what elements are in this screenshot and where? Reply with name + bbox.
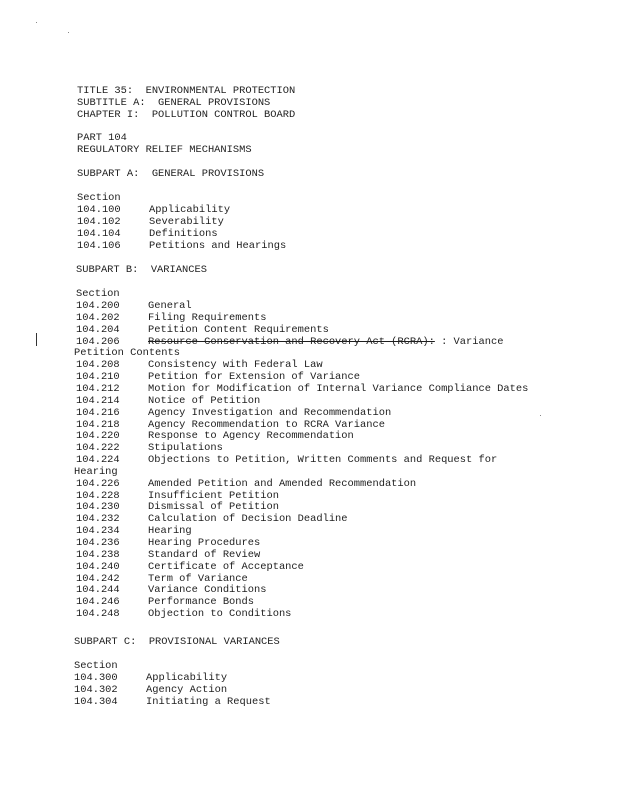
- section-number: 104.230: [76, 501, 120, 514]
- scan-speck: [36, 22, 37, 23]
- section-number: 104.218: [76, 418, 120, 431]
- section-title: Certificate of Acceptance: [148, 560, 304, 573]
- section-title: Hearing: [148, 525, 192, 538]
- section-title: Insufficient Petition: [148, 489, 279, 502]
- section-number: 104.100: [77, 204, 121, 216]
- section-number: 104.232: [76, 513, 120, 526]
- subpart-heading: SUBPART B: VARIANCES: [76, 264, 207, 276]
- section-number: 104.304: [74, 695, 118, 708]
- section-number: 104.238: [76, 548, 120, 561]
- section-title: Agency Action: [146, 683, 228, 696]
- section-title: Motion for Modification of Internal Variance Compliance Dates: [148, 382, 529, 395]
- section-number: 104.236: [76, 537, 120, 549]
- section-title: Variance Conditions: [148, 584, 267, 597]
- section-number: 104.224: [76, 454, 120, 467]
- section-number: 104.202: [76, 311, 120, 324]
- section-number: 104.210: [76, 371, 120, 384]
- section-number: 104.106: [77, 239, 121, 252]
- section-title: Stipulations: [148, 442, 223, 455]
- section-title: Term of Variance: [148, 572, 248, 585]
- section-title: Dismissal of Petition: [148, 501, 279, 514]
- section-title: Standard of Review: [148, 548, 261, 561]
- section-number: 104.102: [77, 215, 121, 228]
- section-title: Consistency with Federal Law: [148, 359, 323, 372]
- section-title: [148, 337, 503, 349]
- scan-speck: [540, 415, 541, 416]
- section-title: Amended Petition and Amended Recommendation: [148, 477, 417, 490]
- section-number: 104.212: [76, 382, 120, 395]
- scan-speck: [68, 32, 69, 33]
- section-number: 104.216: [76, 406, 120, 419]
- section-number: 104.240: [76, 560, 120, 573]
- section-title: Severability: [149, 215, 224, 228]
- section-number: 104.234: [76, 525, 120, 538]
- section-title-continuation: Petition Contents: [74, 347, 181, 360]
- section-number: 104.214: [76, 394, 120, 407]
- section-title: Definitions: [149, 227, 218, 240]
- subpart-heading: SUBPART A: GENERAL PROVISIONS: [77, 168, 265, 180]
- section-title: Filing Requirements: [148, 311, 267, 324]
- section-title-continuation: Hearing: [74, 465, 118, 478]
- section-title: Notice of Petition: [148, 394, 261, 407]
- section-number: 104.226: [76, 477, 120, 490]
- section-number: 104.246: [76, 596, 120, 609]
- section-title: Agency Investigation and Recommendation: [148, 406, 392, 419]
- chapter-line: CHAPTER I: POLLUTION CONTROL BOARD: [77, 109, 296, 121]
- section-title: Performance Bonds: [148, 596, 255, 609]
- section-title: Agency Recommendation to RCRA Variance: [148, 418, 385, 431]
- section-title: Objections to Petition, Written Comments and Request for: [148, 454, 498, 467]
- title-line: TITLE 35: ENVIRONMENTAL PROTECTION: [77, 85, 296, 97]
- section-title: Objection to Conditions: [148, 608, 292, 621]
- section-title: Initiating a Request: [146, 695, 271, 708]
- section-title: Hearing Procedures: [148, 537, 261, 549]
- section-title: Petition for Extension of Variance: [148, 371, 361, 384]
- section-title: Applicability: [146, 672, 228, 684]
- subpart-heading: SUBPART C: PROVISIONAL VARIANCES: [74, 636, 280, 648]
- section-number: 104.248: [76, 608, 120, 621]
- section-title: General: [148, 300, 192, 312]
- part-number: PART 104: [77, 132, 127, 144]
- section-number: 104.300: [74, 672, 118, 684]
- section-title-tail: : Variance: [434, 335, 504, 348]
- section-number: 104.104: [77, 227, 121, 240]
- section-number: 104.200: [76, 300, 120, 312]
- section-title: Response to Agency Recommendation: [148, 430, 354, 443]
- margin-revision-bar: [36, 333, 37, 346]
- struck-title-text: Resource Conservation and Recovery Act (RCRA):: [148, 335, 435, 348]
- subtitle-line: SUBTITLE A: GENERAL PROVISIONS: [77, 97, 271, 109]
- section-number: 104.222: [76, 442, 120, 455]
- section-number: 104.302: [74, 683, 118, 696]
- section-label: Section: [76, 288, 120, 300]
- section-number: 104.244: [76, 584, 120, 597]
- section-title: Applicability: [149, 204, 231, 216]
- section-title: Petition Content Requirements: [148, 323, 329, 336]
- section-title: Calculation of Decision Deadline: [148, 513, 348, 526]
- section-number: 104.204: [76, 323, 120, 336]
- part-name: REGULATORY RELIEF MECHANISMS: [77, 144, 252, 156]
- section-number: 104.220: [76, 430, 120, 443]
- section-number: 104.208: [76, 359, 120, 372]
- section-number: 104.206: [76, 335, 120, 348]
- section-title: Petitions and Hearings: [149, 239, 287, 252]
- section-label: Section: [77, 192, 121, 204]
- section-number: 104.242: [76, 572, 120, 585]
- section-label: Section: [74, 660, 118, 672]
- section-number: 104.228: [76, 489, 120, 502]
